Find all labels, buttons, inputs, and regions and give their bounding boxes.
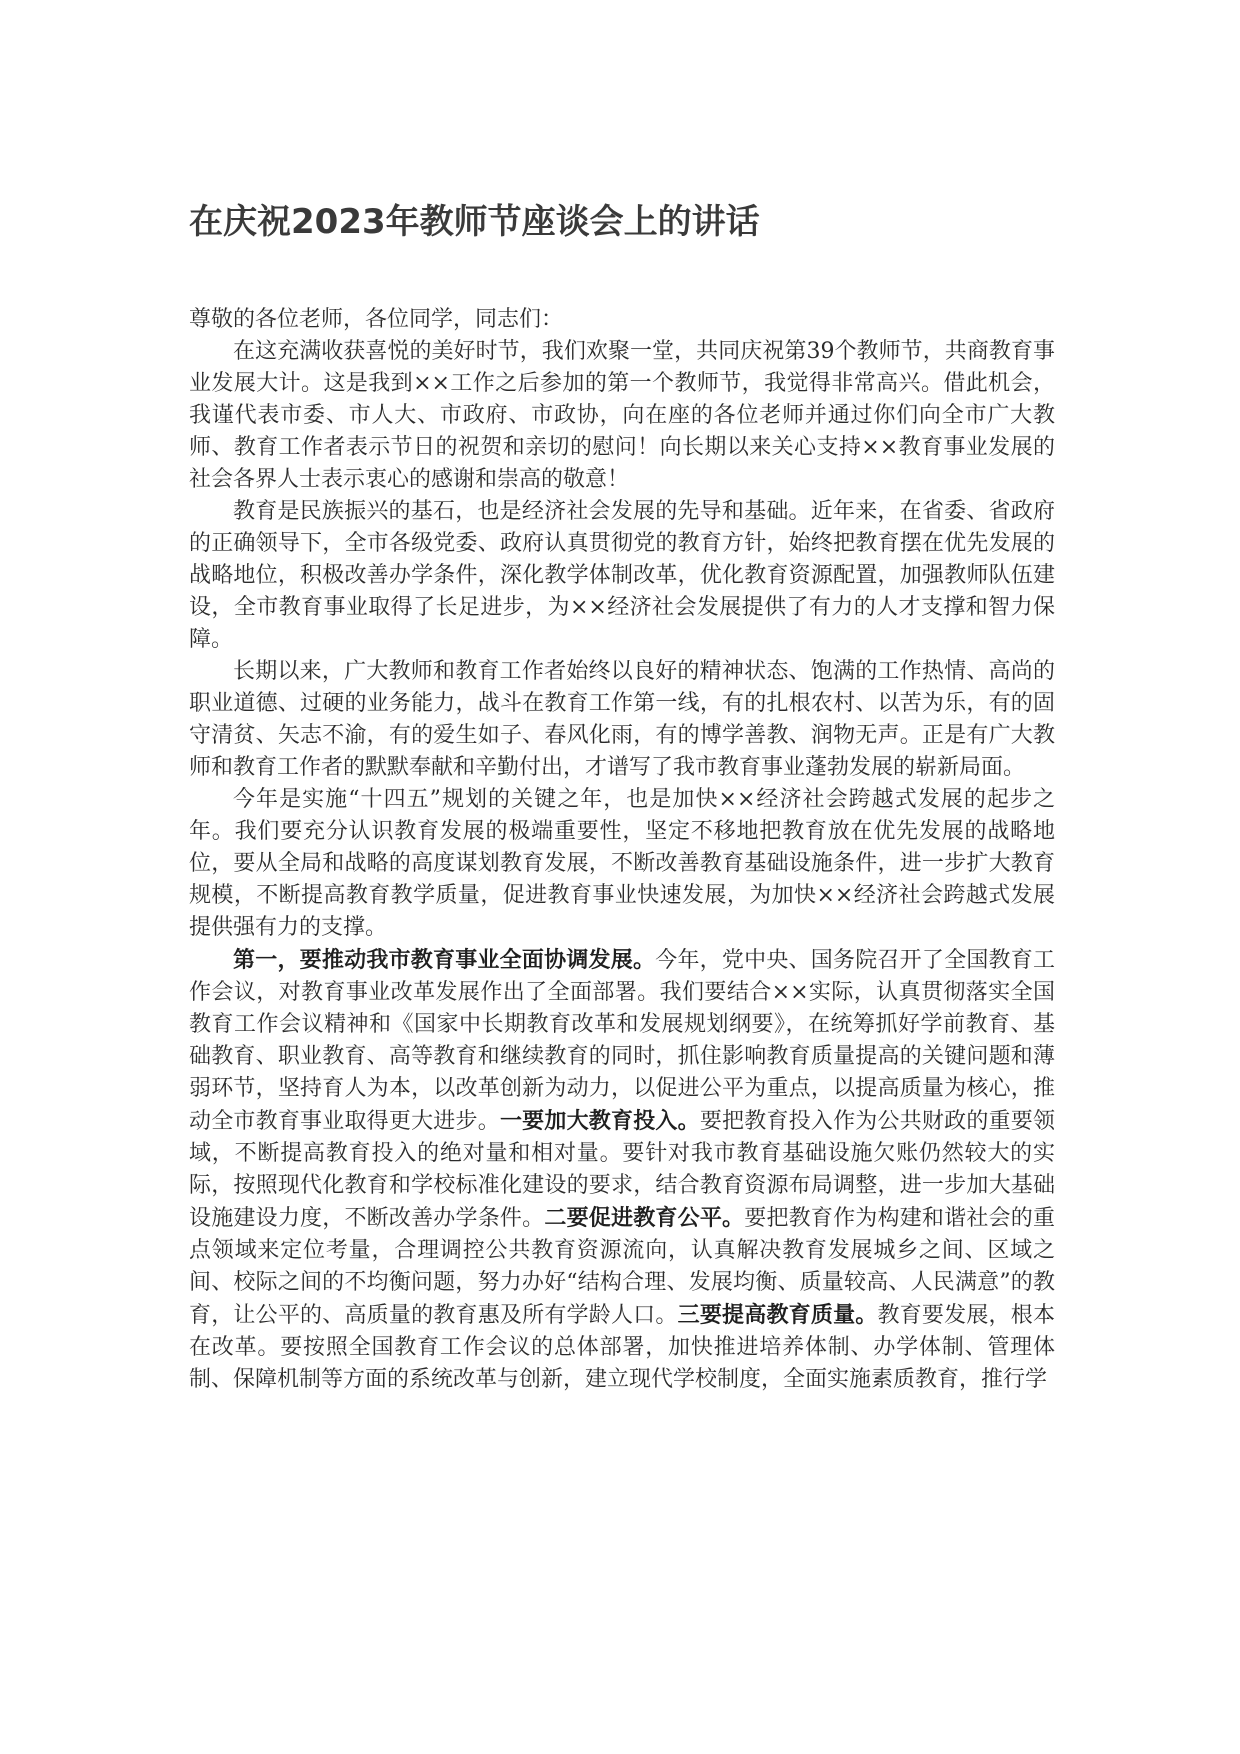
paragraph-5-text-1: 今年，党中央、国务院召开了全国教育工作会议，对教育事业改革发展作出了全面部署。我们要结合××实际，认真贯彻落实全国教育工作会议精神和《国家中长期教育改革和发展规划纲要》，在统筹抓好学前教育、基础教育、职业教育、高等教育和继续教育的同时，抓住影响教育质量提高的关键问题和薄弱环节，坚持育人为本，以改革创新为动力，以促进公平为重点，以提高质量为核心，推动全市教育事业取得更大进步。: [189, 948, 1055, 1134]
paragraph-3: 长期以来，广大教师和教育工作者始终以良好的精神状态、饱满的工作热情、高尚的职业道德、过硬的业务能力，战斗在教育工作第一线，有的扎根农村、以苦为乐，有的固守清贫、矢志不渝，有的爱生如子、春风化雨，有的博学善教、润物无声。正是有广大教师和教育工作者的默默奉献和辛勤付出，才谱写了我市教育事业蓬勃发展的崭新局面。: [189, 659, 1055, 780]
section-heading-first: 第一，要推动我市教育事业全面协调发展。: [233, 947, 656, 973]
paragraph-1: 在这充满收获喜悦的美好时节，我们欢聚一堂，共同庆祝第39个教师节，共商教育事业发展大计。这是我到××工作之后参加的第一个教师节，我觉得非常高兴。借此机会，我谨代表市委、市人大、市政府、市政协，向在座的各位老师并通过你们向全市广大教师、教育工作者表示节日的祝贺和亲切的慰问！向长期以来关心支持××教育事业发展的社会各界人士表示衷心的感谢和崇高的敬意！: [189, 339, 1055, 492]
point-heading-3: 三要提高教育质量。: [677, 1302, 878, 1328]
paragraph-5-text-2: 要把教育投入作为公共财政的重要领域，不断提高教育投入的绝对量和相对量。要针对我市教育基础设施欠账仍然较大的实际，按照现代化教育和学校标准化建设的要求，结合教育资源布局调整，进一步加大基础设施建设力度，不断改善办学条件。: [189, 1109, 1055, 1231]
document-body: [189, 304, 1055, 1396]
paragraph-2: 教育是民族振兴的基石，也是经济社会发展的先导和基础。近年来，在省委、省政府的正确领导下，全市各级党委、政府认真贯彻党的教育方针，始终把教育摆在优先发展的战略地位，积极改善办学条件，深化教学体制改革，优化教育资源配置，加强教师队伍建设，全市教育事业取得了长足进步，为××经济社会发展提供了有力的人才支撑和智力保障。: [189, 499, 1055, 652]
paragraph-5-text-4: 教育要发展，根本在改革。要按照全国教育工作会议的总体部署，加快推进培养体制、办学体制、管理体制、保障机制等方面的系统改革与创新，建立现代学校制度，全面实施素质教育，推行学: [189, 1303, 1055, 1392]
point-heading-2: 二要促进教育公平。: [544, 1205, 745, 1231]
point-heading-1: 一要加大教育投入。: [499, 1108, 700, 1134]
paragraph-5-text-3: 要把教育作为构建和谐社会的重点领域来定位考量，合理调控公共教育资源流向，认真解决教育发展城乡之间、区域之间、校际之间的不均衡问题，努力办好“结构合理、发展均衡、质量较高、人民满意”的教育，让公平的、高质量的教育惠及所有学龄人口。: [189, 1206, 1055, 1328]
paragraph-5: [189, 944, 1055, 1396]
document-title: 在庆祝2023年教师节座谈会上的讲话: [189, 202, 760, 242]
greeting-line: 尊敬的各位老师，各位同学，同志们：: [189, 307, 564, 332]
paragraph-4: 今年是实施“十四五”规划的关键之年，也是加快××经济社会跨越式发展的起步之年。我们要充分认识教育发展的极端重要性，坚定不移地把教育放在优先发展的战略地位，要从全局和战略的高度谋划教育发展，不断改善教育基础设施条件，进一步扩大教育规模，不断提高教育教学质量，促进教育事业快速发展，为加快××经济社会跨越式发展提供强有力的支撑。: [189, 787, 1055, 940]
